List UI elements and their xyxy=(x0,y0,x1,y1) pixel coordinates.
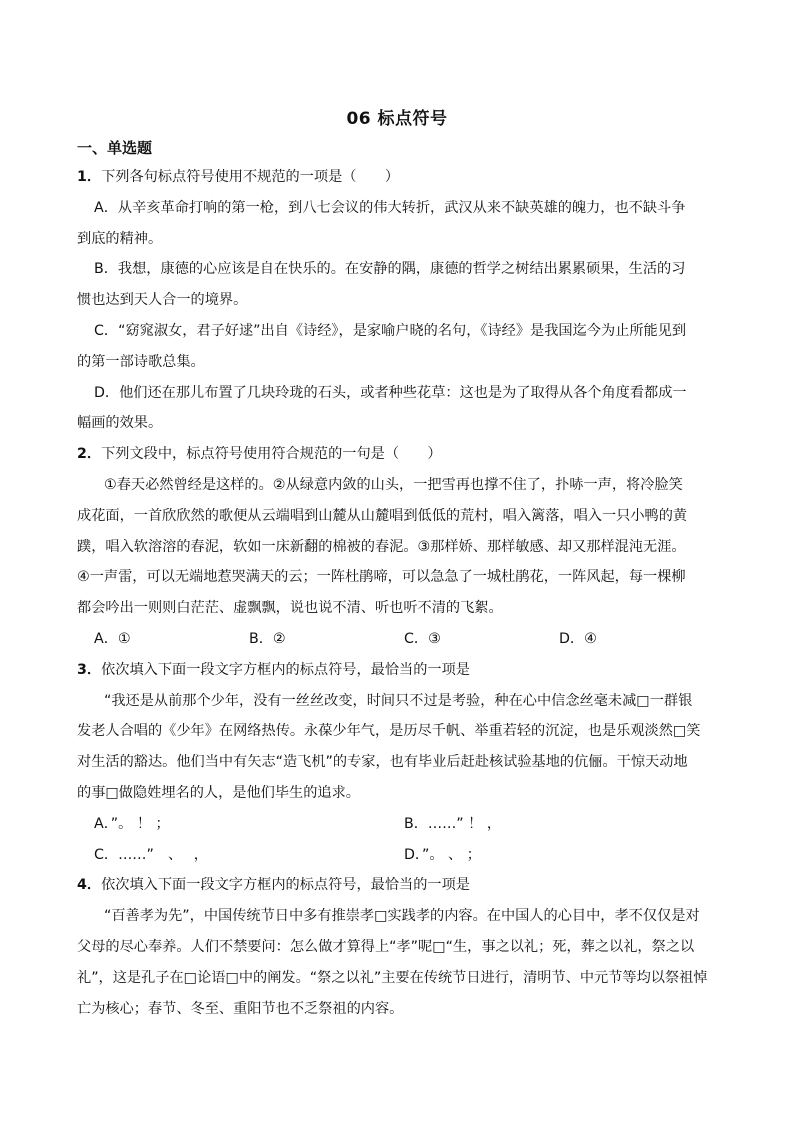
q3-option-a[interactable]: A．”。 ！ ； xyxy=(94,815,170,832)
q3-options-row2 xyxy=(77,840,719,871)
question-number: 3． xyxy=(77,661,102,678)
q2-options xyxy=(77,624,719,655)
question-text: 下列文段中，标点符号使用符合规范的一句是（ ） xyxy=(101,446,442,463)
q1-option-d-line1: D．他们还在那儿布置了几块玲珑的石头，或者种些花草：这也是为了取得从各个角度看都成一 xyxy=(94,384,687,401)
question-number: 4． xyxy=(77,877,102,894)
q2-passage-line1: ①春天必然曾经是这样的。②从绿意内敛的山头，一把雪再也撑不住了，扑哧一声，将冷脸笑 xyxy=(104,476,683,493)
question-number: 2． xyxy=(77,446,102,463)
question-number: 1． xyxy=(77,169,102,185)
question-2-stem xyxy=(77,439,719,470)
question-1-stem xyxy=(77,162,719,193)
q2-passage-line3: 蹼，唱入软溶溶的春泥，软如一床新翻的棉被的春泥。③那样娇、那样敏感、却又那样混沌无涯。 xyxy=(77,538,686,555)
q2-option-c[interactable]: C．③ xyxy=(404,630,441,647)
q4-passage-line1: “百善孝为先”，中国传统节日中多有推崇孝□实践孝的内容。在中国人的心目中，孝不仅仅是对 xyxy=(104,908,700,925)
q3-option-d[interactable]: D．”。 、 ； xyxy=(404,846,481,863)
q1-option-a-line2: 到底的精神。 xyxy=(77,230,163,247)
q3-passage-line3: 对生活的豁达。他们当中有矢志“造飞机”的专家，也有毕业后赶赴核试验基地的伉俪。干惊天动地 xyxy=(77,754,688,771)
question-text: 下列各句标点符号使用不规范的一项是（ ） xyxy=(101,169,400,185)
q1-option-a-line1: A．从辛亥革命打响的第一枪，到八七会议的伟大转折，武汉从来不缺英雄的魄力，也不缺斗争 xyxy=(94,199,686,216)
q3-option-b[interactable]: B．……” ！ ， xyxy=(404,815,502,832)
question-3-stem xyxy=(77,655,719,686)
q1-option-c-line2: 的第一部诗歌总集。 xyxy=(77,353,205,370)
q4-passage-line4: 亡为核心；春节、冬至、重阳节也不乏祭祖的内容。 xyxy=(77,1000,404,1017)
q4-passage-line3: 礼”，这是孔子在□论语□中的阐发。“祭之以礼”主要在传统节日进行，清明节、中元节等均以祭祖悼 xyxy=(77,969,708,986)
q2-option-b[interactable]: B．② xyxy=(249,630,286,647)
q3-options-row1 xyxy=(77,809,719,840)
question-list xyxy=(77,162,719,1024)
q3-passage-line4: 的事□做隐姓埋名的人，是他们毕生的追求。 xyxy=(77,784,360,801)
document-title: 06 标点符号 xyxy=(346,109,448,129)
q2-passage-line5: 都会吟出一则则白茫茫、虚飘飘，说也说不清、听也听不清的飞絮。 xyxy=(77,600,503,617)
question-4-stem xyxy=(77,870,719,901)
section-heading: 一、单选题 xyxy=(77,139,153,157)
q1-option-b-line1: B．我想，康德的心应该是自在快乐的。在安静的隅，康德的哲学之树结出累累硕果，生活的习 xyxy=(94,261,686,278)
q3-passage-line1: “我还是从前那个少年，没有一丝丝改变，时间只不过是考验，种在心中信念丝毫未减□一群银 xyxy=(104,692,693,709)
q1-option-b-line2: 惯也达到天人合一的境界。 xyxy=(77,292,248,309)
q1-option-c-line1: C．“窈窕淑女，君子好逑”出自《诗经》，是家喻户晓的名句，《诗经》是我国迄今为止所能见到 xyxy=(94,322,687,339)
question-text: 依次填入下面一段文字方框内的标点符号，最恰当的一项是 xyxy=(101,661,470,678)
q3-passage-line2: 发老人合唱的《少年》在网络热传。永葆少年气，是历尽千帆、举重若轻的沉淀，也是乐观淡然□笑 xyxy=(77,723,701,740)
question-text: 依次填入下面一段文字方框内的标点符号，最恰当的一项是 xyxy=(101,877,470,894)
q2-option-a[interactable]: A．① xyxy=(94,630,131,647)
q2-option-d[interactable]: D．④ xyxy=(559,630,597,647)
q1-option-d-line2: 幅画的效果。 xyxy=(77,415,163,432)
q4-passage-line2: 父母的尽心奉养。人们不禁要问：怎么做才算得上“孝”呢□“生，事之以礼；死，葬之以礼，祭之以 xyxy=(77,938,695,955)
q3-option-c[interactable]: C．……” 、 ， xyxy=(94,846,208,863)
q2-passage-line2: 成花面，一首欣欣然的歌便从云端唱到山麓从山麓唱到低低的荒村，唱入篱落，唱入一只小鸭的黄 xyxy=(77,507,688,524)
q2-passage-line4: ④一声雷，可以无端地惹哭满天的云；一阵杜鹃啼，可以急急了一城杜鹃花，一阵风起，每一棵柳 xyxy=(77,569,686,586)
